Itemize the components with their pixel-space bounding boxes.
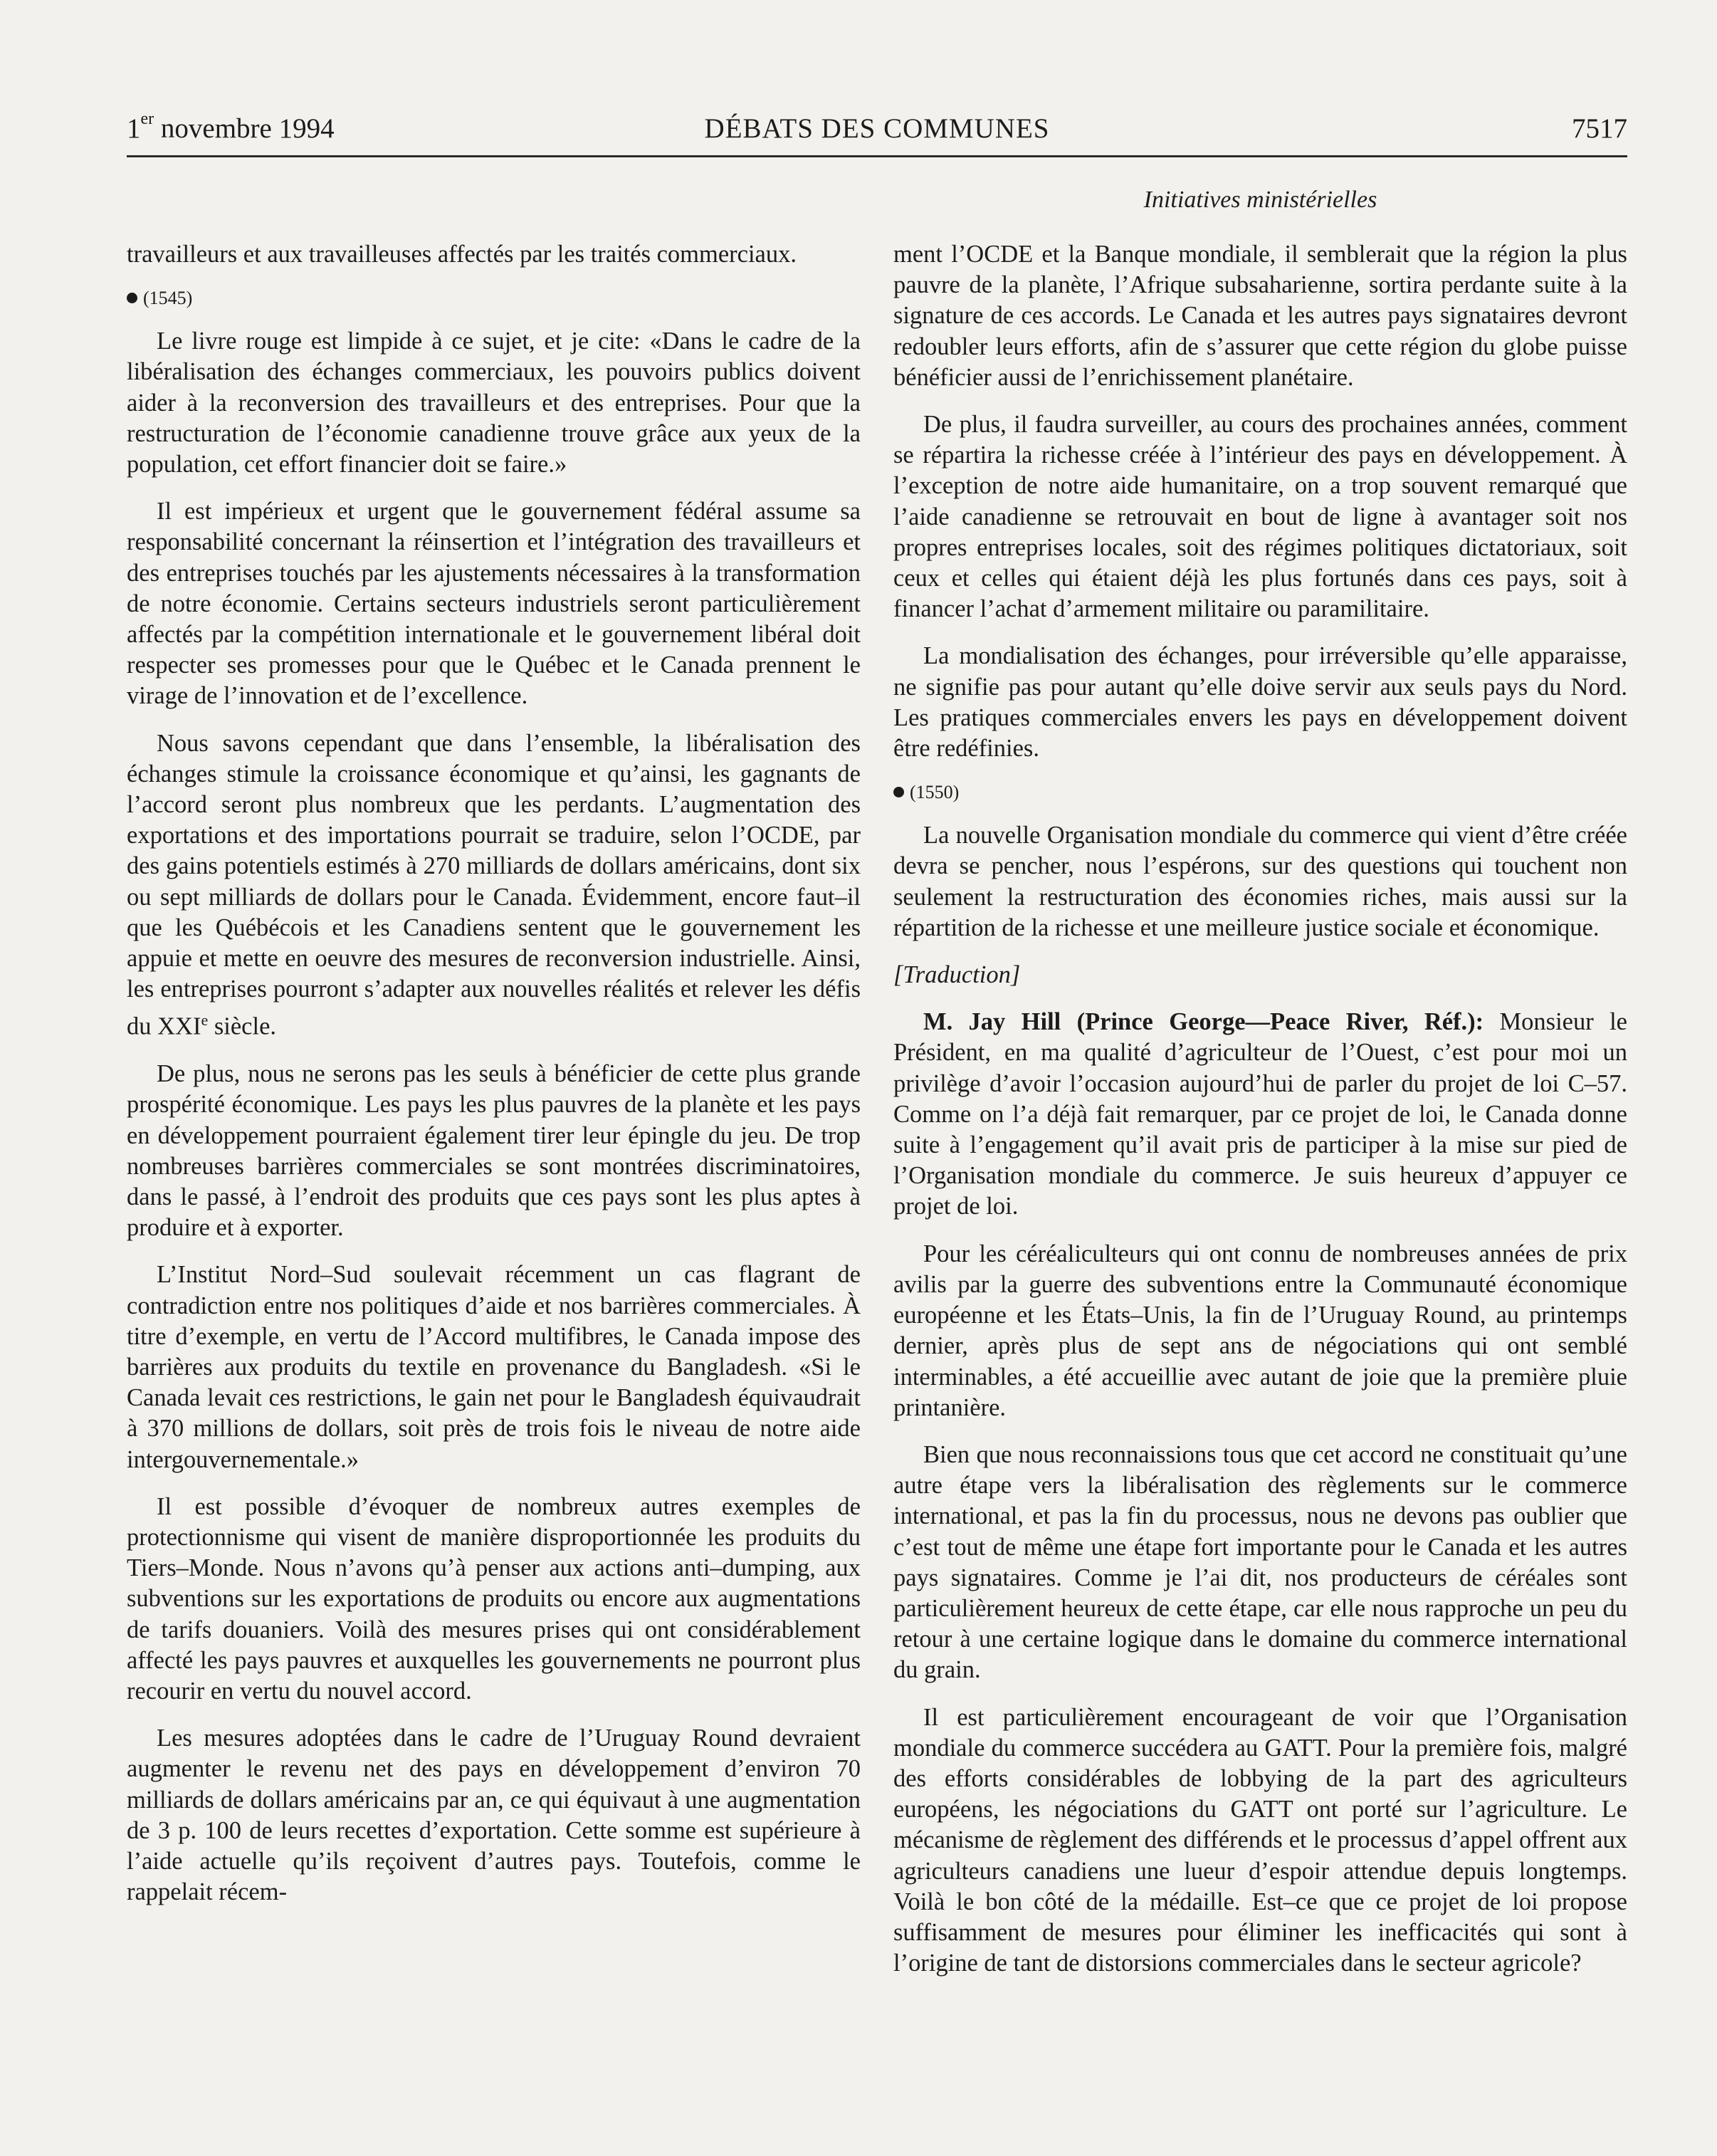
paragraph: Il est possible d’évoquer de nombreux autres exemples de protectionnisme qui visent de manière disproportionnée les produits du Tiers–Monde. Nous n’avons qu’à penser aux actions anti–dumping, aux subventions sur les exportations de produits ou encore aux augmentations de tarifs douaniers. Voilà des mesures prises qui ont considérablement affecté les pays pauvres et auxquelles les gouvernements ne pourront plus recourir en vertu du nouvel accord. <box>127 1492 861 1705</box>
paragraph: Pour les céréaliculteurs qui ont connu de nombreuses années de prix avilis par la guerre des subventions entre la Communauté économique européenne et les États–Unis, la fin de l’Uruguay Round, au printemps dernier, après plus de sept ans de négociations qui ont semblé interminables, a été accueillie avec autant de joie que la première pluie printanière. <box>893 1240 1627 1421</box>
paragraph: La mondialisation des échanges, pour irréversible qu’elle apparaisse, ne signifie pas pour autant qu’elle doive servir aux seuls pays du Nord. Les pratiques commerciales envers les pays en développement doivent être redéfinies. <box>893 642 1627 763</box>
paragraph: De plus, nous ne serons pas les seuls à bénéficier de cette plus grande prospérité économique. Les pays les plus pauvres de la planète et les pays en développement pourraient également tirer leur épingle du jeu. De trop nombreuses barrières commerciales se sont montrées discriminatoires, dans le passé, à l’endroit des produits que ces pays sont les plus aptes à produire et à exporter. <box>127 1060 861 1242</box>
paragraph: Les mesures adoptées dans le cadre de l’Uruguay Round devraient augmenter le revenu net des pays en développement d’environ 70 milliards de dollars américains par an, ce qui équivaut à une augmentation de 3 p. 100 de leurs recettes d’exportation. Cette somme est supérieure à l’aide actuelle qu’ils reçoivent d’autres pays. Toutefois, comme le rappelait récem- <box>127 1725 861 1906</box>
timestamp-text: (1550) <box>910 782 960 803</box>
header-rule <box>127 155 1627 157</box>
bullet-icon <box>893 787 904 797</box>
bullet-icon <box>127 293 137 303</box>
paragraph: La nouvelle Organisation mondiale du commerce qui vient d’être créée devra se pencher, nous l’espérons, sur des questions qui touchent non seulement la restructuration des économies riches, mais aussi sur la répartition de la richesse et une meilleure justice sociale et économique. <box>893 822 1627 941</box>
paragraph-text-end: siècle. <box>208 1012 277 1040</box>
paragraph: Il est particulièrement encourageant de voir que l’Organisation mondiale du commerce succédera au GATT. Pour la première fois, malgré des efforts considérables de lobbying de la part des agriculteurs européens, les négociations du GATT ont porté sur l’agriculture. Le mécanisme de règlement des différends et le processus d’appel offrent aux agriculteurs canadiens une lueur d’espoir attendue depuis longtemps. Voilà le bon côté de la médaille. Est–ce que ce projet de loi propose suffisamment de mesures pour éliminer les inefficacités qui sont à l’origine de tant de distorsions commerciales dans le secteur agricole? <box>893 1703 1627 1977</box>
header-date-day: 1 <box>127 113 141 144</box>
paragraph: L’Institut Nord–Sud soulevait récemment un cas flagrant de contradiction entre nos politiques d’aide et nos barrières commerciales. À titre d’exemple, en vertu de l’Accord multifibres, le Canada impose des barrières aux produits du textile en provenance du Bangladesh. «Si le Canada levait ces restrictions, le gain net pour le Bangladesh équivaudrait à 370 millions de dollars, soit près de trois fois le niveau de notre aide intergouvernementale.» <box>127 1261 861 1473</box>
century-superscript: e <box>201 1011 209 1030</box>
header-page-number: 7517 <box>1572 113 1627 144</box>
paragraph-text: Nous savons cependant que dans l’ensemble, la libéralisation des échanges stimule la croissance économique et qu’ainsi, les gagnants de l’accord seront plus nombreux que les perdants. L’augmentation des exportations et des importations pourrait se traduire, selon l’OCDE, par des gains potentiels estimés à 270 milliards de dollars américains, dont six ou sept milliards de dollars pour le Canada. Évidemment, encore faut–il que les Québécois et les Canadiens sentent que le gouvernement les appuie et mette en oeuvre des mesures de reconversion industrielle. Ainsi, les entreprises pourront s’adapter aux nouvelles réalités et relever les défis du XXI <box>127 729 861 1040</box>
timestamp-marker <box>127 286 861 310</box>
timestamp-text: (1545) <box>143 288 193 309</box>
speaker-name: M. Jay Hill (Prince George—Peace River, Réf.): <box>923 1008 1484 1036</box>
paragraph: Le livre rouge est limpide à ce sujet, et je cite: «Dans le cadre de la libéralisation des échanges commerciaux, les pouvoirs publics doivent aider à la reconversion des travailleurs et des entreprises. Pour que la restructuration de l’économie canadienne trouve grâce aux yeux de la population, cet effort financier doit se faire.» <box>127 328 861 478</box>
paragraph: Il est impérieux et urgent que le gouvernement fédéral assume sa responsabilité concernant la réinsertion et l’intégration des travailleurs et des entreprises touchés par les ajustements nécessaires à la transformation de notre économie. Certains secteurs industriels seront particulièrement affectés par la compétition internationale et le gouvernement libéral doit respecter ses promesses pour que le Québec et le Canada prennent le virage de l’innovation et de l’excellence. <box>127 498 861 710</box>
paragraph: travailleurs et aux travailleuses affectés par les traités commerciaux. <box>127 241 797 268</box>
paragraph: Bien que nous reconnaissions tous que cet accord ne constituait qu’une autre étape vers la libéralisation des règlements sur le commerce international, et pas la fin du processus, nous ne devons pas oublier que c’est tout de même une étape fort importante pour le Canada et les autres pays signataires. Comme je l’ai dit, nos producteurs de céréales sont particulièrement heureux de cette étape, car elle nous rapproche un peu du retour à une certaine logique dans le domaine du commerce international du grain. <box>893 1440 1627 1684</box>
header-date-suffix: er <box>140 110 154 128</box>
paragraph-text: Monsieur le Président, en ma qualité d’agriculteur de l’Ouest, c’est pour moi un privilège d’avoir l’occasion aujourd’hui de parler du projet de loi C–57. Comme on l’a déjà fait remarquer, par ce projet de loi, le Canada donne suite à l’engagement qu’il avait pris de participer à la mise sur pied de l’Organisation mondiale du commerce. Je suis heureux d’appuyer ce projet de loi. <box>893 1008 1627 1220</box>
section-label: Initiatives ministérielles <box>1143 187 1377 213</box>
left-column <box>127 239 861 1924</box>
header-journal-title: DÉBATS DES COMMUNES <box>704 113 1050 144</box>
translation-note: [Traduction] <box>893 961 1021 989</box>
paragraph <box>893 1007 1627 1222</box>
paragraph: ment l’OCDE et la Banque mondiale, il semblerait que la région la plus pauvre de la planète, l’Afrique subsaharienne, sortira perdante suite à la signature de ces accords. Le Canada et les autres pays signataires devront redoubler leurs efforts, afin de s’assurer que cette région du globe puisse bénéficier aussi de l’enrichissement planétaire. <box>893 241 1627 391</box>
page-header <box>127 112 1627 155</box>
timestamp-marker <box>893 780 1627 805</box>
right-column <box>893 239 1627 1995</box>
paragraph <box>127 728 861 1043</box>
header-date-month-year: novembre 1994 <box>154 113 335 144</box>
paragraph: De plus, il faudra surveiller, au cours des prochaines années, comment se répartira la richesse créée à l’intérieur des pays en développement. À l’exception de notre aide humanitaire, on a trop souvent remarqué que l’aide canadienne se retrouvait en bout de ligne à avantager soit nos propres entreprises locales, soit des régimes politiques dictatoriaux, soit ceux et celles qui étaient déjà les plus fortunés dans ces pays, soit à financer l’achat d’armement militaire ou paramilitaire. <box>893 411 1627 623</box>
